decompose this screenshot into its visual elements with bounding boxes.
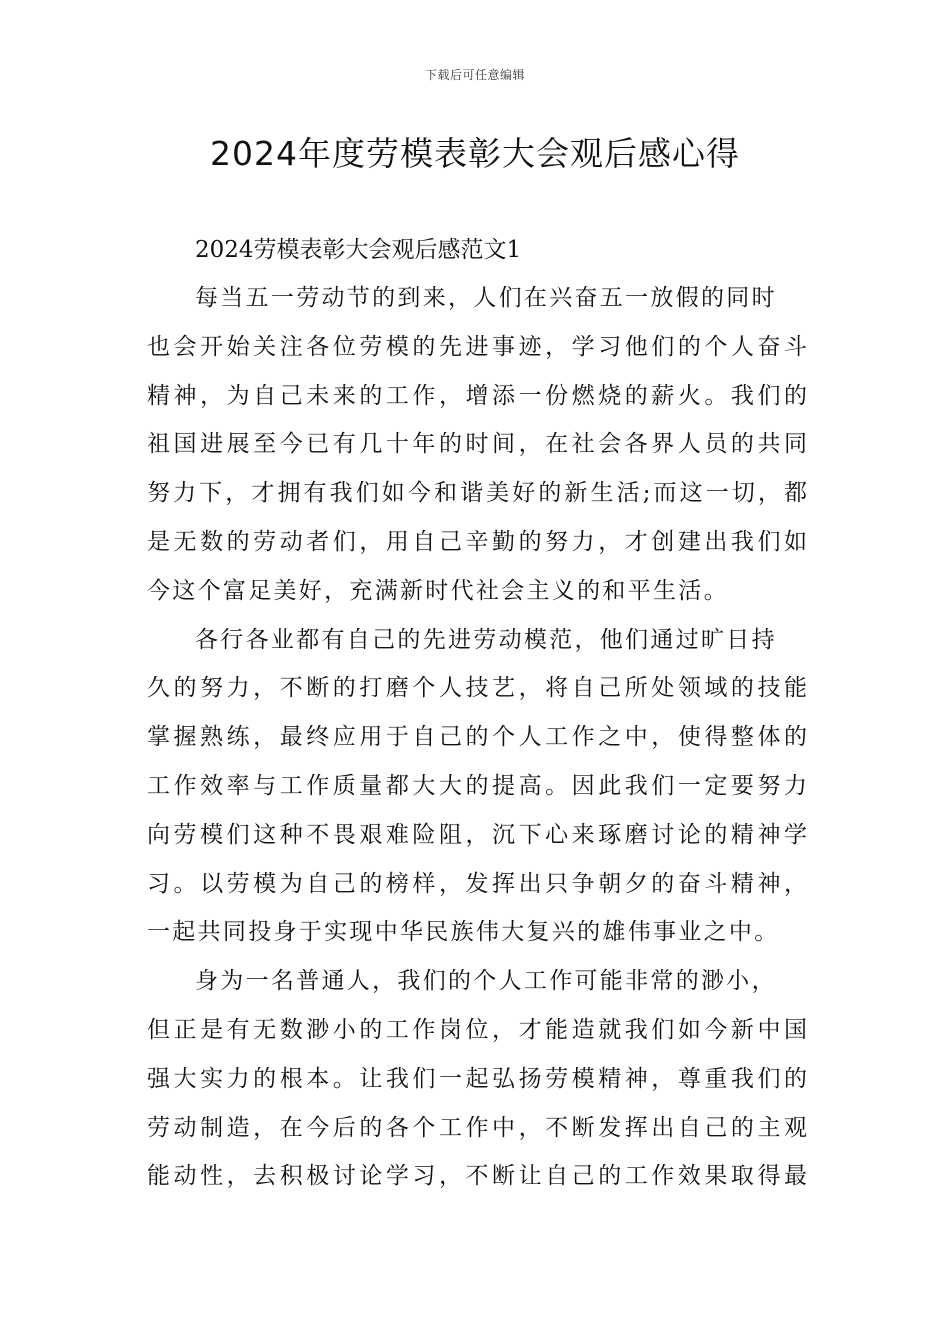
document-body (147, 226, 807, 1201)
paragraph-line: 掌握熟练，最终应用于自己的个人工作之中，使得整体的 (147, 724, 807, 751)
paragraph-line: 是无数的劳动者们，用自己辛勤的努力，才创建出我们如 (147, 528, 807, 555)
paragraph-line: 身为一名普通人，我们的个人工作可能非常的渺小， (195, 968, 777, 995)
paragraph-line: 各行各业都有自己的先进劳动模范，他们通过旷日持 (195, 626, 777, 653)
paragraph-line: 每当五一劳动节的到来，人们在兴奋五一放假的同时 (195, 285, 777, 311)
paragraph-line: 劳动制造，在今后的各个工作中，不断发挥出自己的主观 (147, 1114, 807, 1141)
paragraph-2 (147, 616, 807, 958)
header-note: 下载后可任意编辑 (424, 68, 525, 82)
paragraph-line: 工作效率与工作质量都大大的提高。因此我们一定要努力 (147, 772, 807, 799)
paragraph-line: 一起共同投身于实现中华民族伟大复兴的雄伟事业之中。 (147, 919, 780, 946)
paragraph-line: 今这个富足美好，充满新时代社会主义的和平生活。 (147, 577, 729, 604)
paragraph-line: 强大实力的根本。让我们一起弘扬劳模精神，尊重我们的 (147, 1065, 807, 1092)
paragraph-3 (147, 957, 807, 1201)
paragraph-line: 也会开始关注各位劳模的先进事迹，学习他们的个人奋斗 (147, 333, 807, 360)
paragraph-line: 久的努力，不断的打磨个人技艺，将自己所处领域的技能 (147, 675, 807, 702)
page-title: 2024年度劳模表彰大会观后感心得 (210, 134, 740, 173)
paragraph-line: 习。以劳模为自己的榜样，发挥出只争朝夕的奋斗精神， (147, 870, 807, 897)
paragraph-1 (147, 274, 807, 616)
paragraph-line: 但正是有无数渺小的工作岗位，才能造就我们如今新中国 (147, 1016, 807, 1043)
section-subtitle: 2024劳模表彰大会观后感范文1 (195, 237, 522, 263)
paragraph-line: 努力下，才拥有我们如今和谐美好的新生活;而这一切，都 (147, 480, 807, 507)
paragraph-line: 能动性，去积极讨论学习，不断让自己的工作效果取得最 (147, 1163, 807, 1190)
paragraph-line: 向劳模们这种不畏艰难险阻，沉下心来琢磨讨论的精神学 (147, 821, 807, 848)
paragraph-line: 精神，为自己未来的工作，增添一份燃烧的薪火。我们的 (147, 382, 807, 409)
paragraph-line: 祖国进展至今已有几十年的时间，在社会各界人员的共同 (147, 431, 807, 458)
